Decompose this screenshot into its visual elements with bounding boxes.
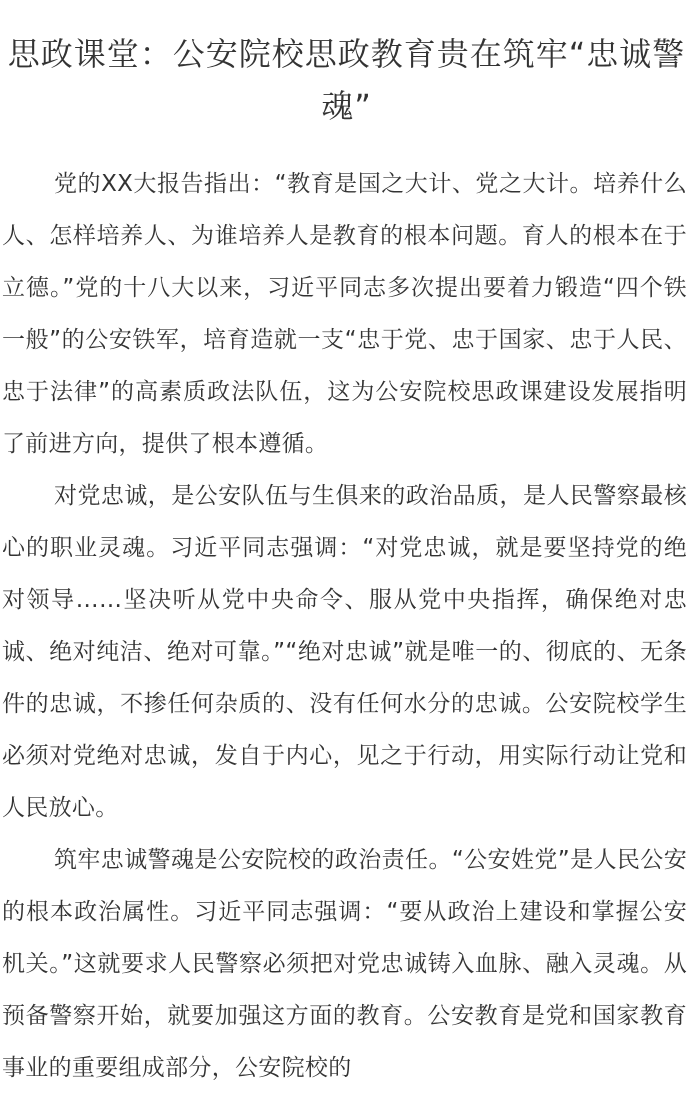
article-body <box>0 158 693 1094</box>
paragraph: 党的XX大报告指出：“教育是国之大计、党之大计。培养什么人、怎样培养人、为谁培养人是教育的根本问题。育人的根本在于立德。”党的十八大以来，习近平同志多次提出要着力锻造“四个铁一般”的公安铁军，培育造就一支“忠于党、忠于国家、忠于人民、忠于法律”的高素质政法队伍，这为公安院校思政课建设发展指明了前进方向，提供了根本遵循。 <box>2 171 687 457</box>
paragraph: 对党忠诚，是公安队伍与生俱来的政治品质，是人民警察最核心的职业灵魂。习近平同志强调：“对党忠诚，就是要坚持党的绝对领导……坚决听从党中央命令、服从党中央指挥，确保绝对忠诚、绝对纯洁、绝对可靠。”“绝对忠诚”就是唯一的、彻底的、无条件的忠诚，不掺任何杂质的、没有任何水分的忠诚。公安院校学生必须对党绝对忠诚，发自于内心，见之于行动，用实际行动让党和人民放心。 <box>2 483 687 821</box>
paragraph: 筑牢忠诚警魂是公安院校的政治责任。“公安姓党”是人民公安的根本政治属性。习近平同志强调：“要从政治上建设和掌握公安机关。”这就要求人民警察必须把对党忠诚铸入血脉、融入灵魂。从预备警察开始，就要加强这方面的教育。公安教育是党和国家教育事业的重要组成部分，公安院校的 <box>2 847 687 1081</box>
article-title: 思政课堂：公安院校思政教育贵在筑牢“忠诚警魂” <box>7 35 686 125</box>
